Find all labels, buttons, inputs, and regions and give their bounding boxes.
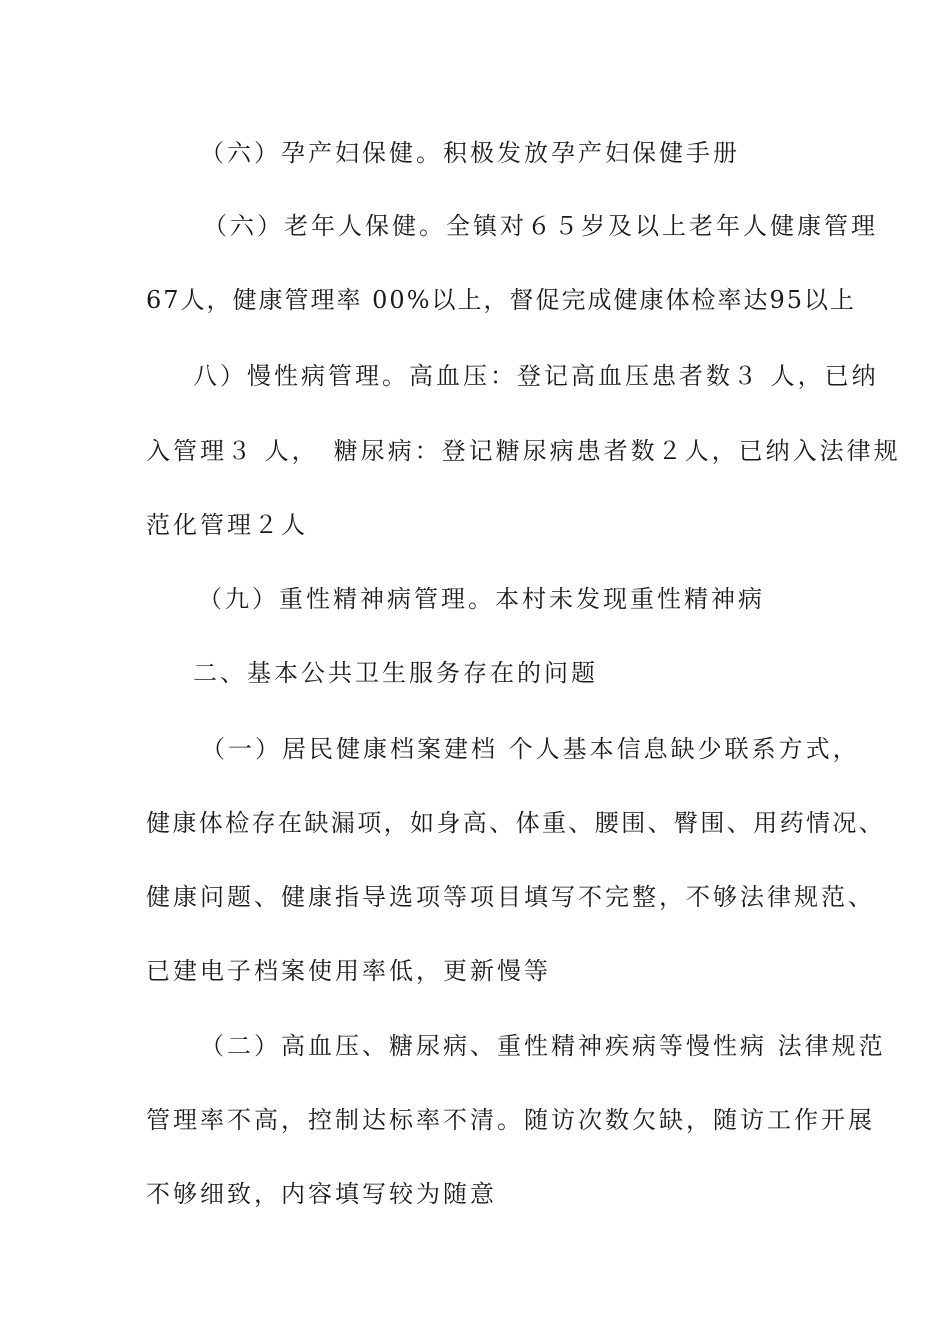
paragraph-line: 67人，健康管理率 00%以上，督促完成健康体检率达95以上 — [146, 286, 857, 314]
paragraph-line: 健康问题、健康指导选项等项目填写不完整，不够法律规范、 — [146, 883, 875, 911]
paragraph-line: （二）高血压、糖尿病、重性精神疾病等慢性病 法律规范 — [200, 1032, 886, 1060]
paragraph-line: （九）重性精神病管理。本村未发现重性精神病 — [198, 585, 765, 613]
paragraph-line: 不够细致，内容填写较为随意 — [146, 1180, 497, 1208]
section-heading: 二、基本公共卫生服务存在的问题 — [193, 659, 598, 687]
paragraph-line: 八）慢性病管理。高血压：登记高血压患者数３ 人，已纳 — [193, 362, 879, 390]
paragraph-line: 入管理３ 人， 糖尿病：登记糖尿病患者数２人，已纳入法律规 — [146, 437, 901, 465]
paragraph-line: （六）老年人保健。全镇对６５岁及以上老年人健康管理 — [203, 212, 878, 240]
paragraph-line: 健康体检存在缺漏项，如身高、体重、腰围、臀围、用药情况、 — [146, 809, 886, 837]
paragraph-line: （一）居民健康档案建档 个人基本信息缺少联系方式， — [201, 735, 860, 763]
paragraph-line: 管理率不高，控制达标率不清。随访次数欠缺，随访工作开展 — [146, 1106, 875, 1134]
paragraph-line: （六）孕产妇保健。积极发放孕产妇保健手册 — [200, 139, 740, 167]
paragraph-line: 范化管理２人 — [146, 511, 308, 539]
paragraph-line: 已建电子档案使用率低，更新慢等 — [146, 957, 551, 985]
